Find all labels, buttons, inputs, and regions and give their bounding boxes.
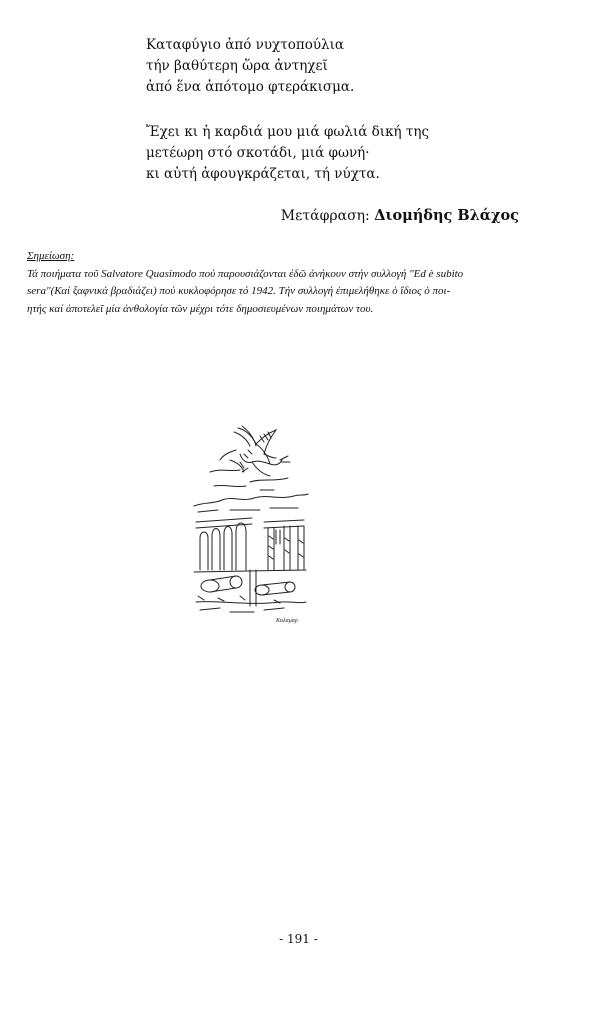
sketch-signature: Καλαμαρ (276, 618, 298, 624)
page-number: - 191 - (279, 932, 318, 946)
footnote-line: sera"(Καί ξαφνικά βραδιάζει) πού κυκλοφόρησε τό 1942. Τήν συλλογή ἐπιμελήθηκε ὁ ἴδιος ὁ ποι- (27, 285, 451, 297)
footnote (27, 248, 527, 318)
translator-name: Διομήδης Βλάχος (374, 207, 519, 224)
poem-line: μετέωρη στό σκοτάδι, μιά φωνή· (146, 145, 370, 161)
translator-credit (281, 207, 519, 224)
poem-line: Ἔχει κι ἡ καρδιά μου μιά φωλιά δική της (146, 124, 430, 140)
sketch-svg (190, 420, 310, 628)
translator-label: Μετάφραση: (280, 208, 370, 224)
poem-line: τήν βαθύτερη ὥρα ἀντηχεῖ (146, 58, 328, 74)
poem-line: ἀπό ἕνα ἀπότομο φτεράκισμα. (146, 79, 355, 95)
poem-stanza-2 (146, 122, 429, 185)
poem-line: Καταφύγιο ἀπό νυχτοπούλια (146, 37, 344, 53)
footnote-heading: Σημείωση: (27, 250, 75, 262)
poem-stanza-1 (146, 35, 354, 98)
footnote-line: ητής καί ἀποτελεῖ μία ἀνθολογία τῶν μέχρι τότε δημοσιευμένων ποιημάτων του. (27, 302, 374, 315)
dove-over-ruins-sketch-icon (190, 420, 310, 628)
footnote-line: Τά ποιήματα τοῦ Salvatore Quasimodo πού παρουσιάζονται ἐδῶ ἀνήκουν στήν συλλογή "Ed è subito (27, 267, 464, 280)
poem-line: κι αὐτή ἀφουγκράζεται, τή νύχτα. (146, 166, 380, 182)
